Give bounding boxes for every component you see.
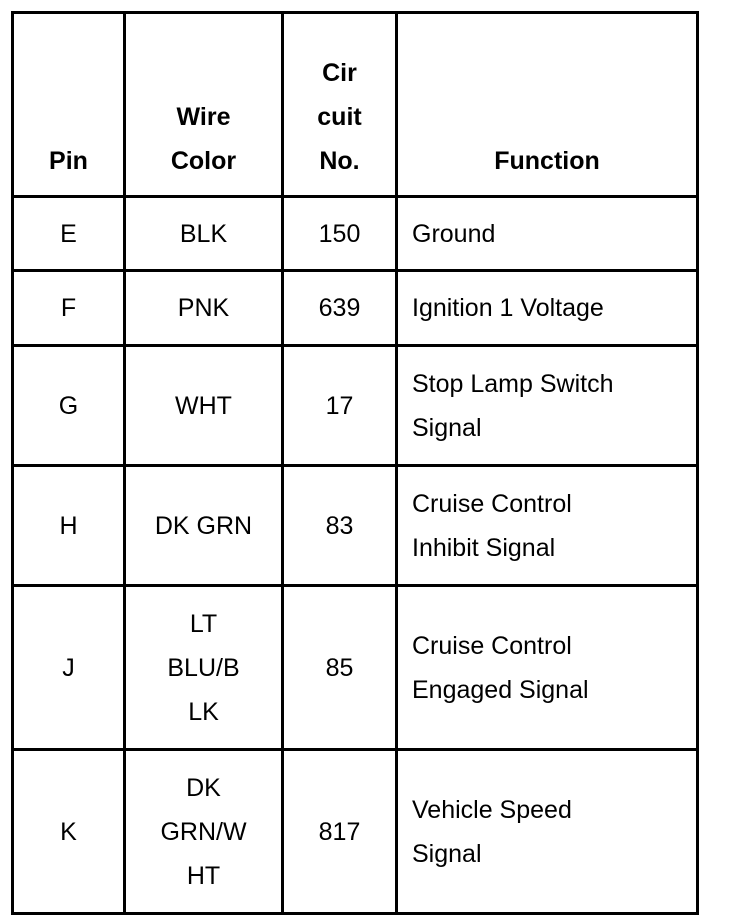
cell-pin: E [13, 197, 125, 271]
cell-function: Cruise Control Inhibit Signal [397, 466, 698, 586]
cell-circuit: 639 [283, 271, 397, 346]
cell-pin: K [13, 750, 125, 914]
cell-function: Vehicle Speed Signal [397, 750, 698, 914]
cell-circuit: 85 [283, 586, 397, 750]
pinout-table [11, 11, 699, 915]
cell-wire-color: DK GRN [125, 466, 283, 586]
cell-function: Cruise Control Engaged Signal [397, 586, 698, 750]
cell-circuit: 817 [283, 750, 397, 914]
header-circuit-no: Cir cuit No. [283, 13, 397, 197]
cell-pin: J [13, 586, 125, 750]
cell-pin: H [13, 466, 125, 586]
header-row [13, 13, 698, 197]
cell-wire-color: WHT [125, 346, 283, 466]
table-row [13, 197, 698, 271]
cell-wire-color: BLK [125, 197, 283, 271]
table-row [13, 346, 698, 466]
cell-function: Ground [397, 197, 698, 271]
header-wire-color: Wire Color [125, 13, 283, 197]
table-row [13, 750, 698, 914]
table-row [13, 466, 698, 586]
cell-wire-color: LT BLU/B LK [125, 586, 283, 750]
table-row [13, 586, 698, 750]
table-row [13, 271, 698, 346]
cell-function: Stop Lamp Switch Signal [397, 346, 698, 466]
header-function: Function [397, 13, 698, 197]
cell-pin: G [13, 346, 125, 466]
cell-circuit: 83 [283, 466, 397, 586]
cell-circuit: 17 [283, 346, 397, 466]
cell-pin: F [13, 271, 125, 346]
cell-function: Ignition 1 Voltage [397, 271, 698, 346]
cell-wire-color: PNK [125, 271, 283, 346]
cell-circuit: 150 [283, 197, 397, 271]
header-pin: Pin [13, 13, 125, 197]
cell-wire-color: DK GRN/W HT [125, 750, 283, 914]
